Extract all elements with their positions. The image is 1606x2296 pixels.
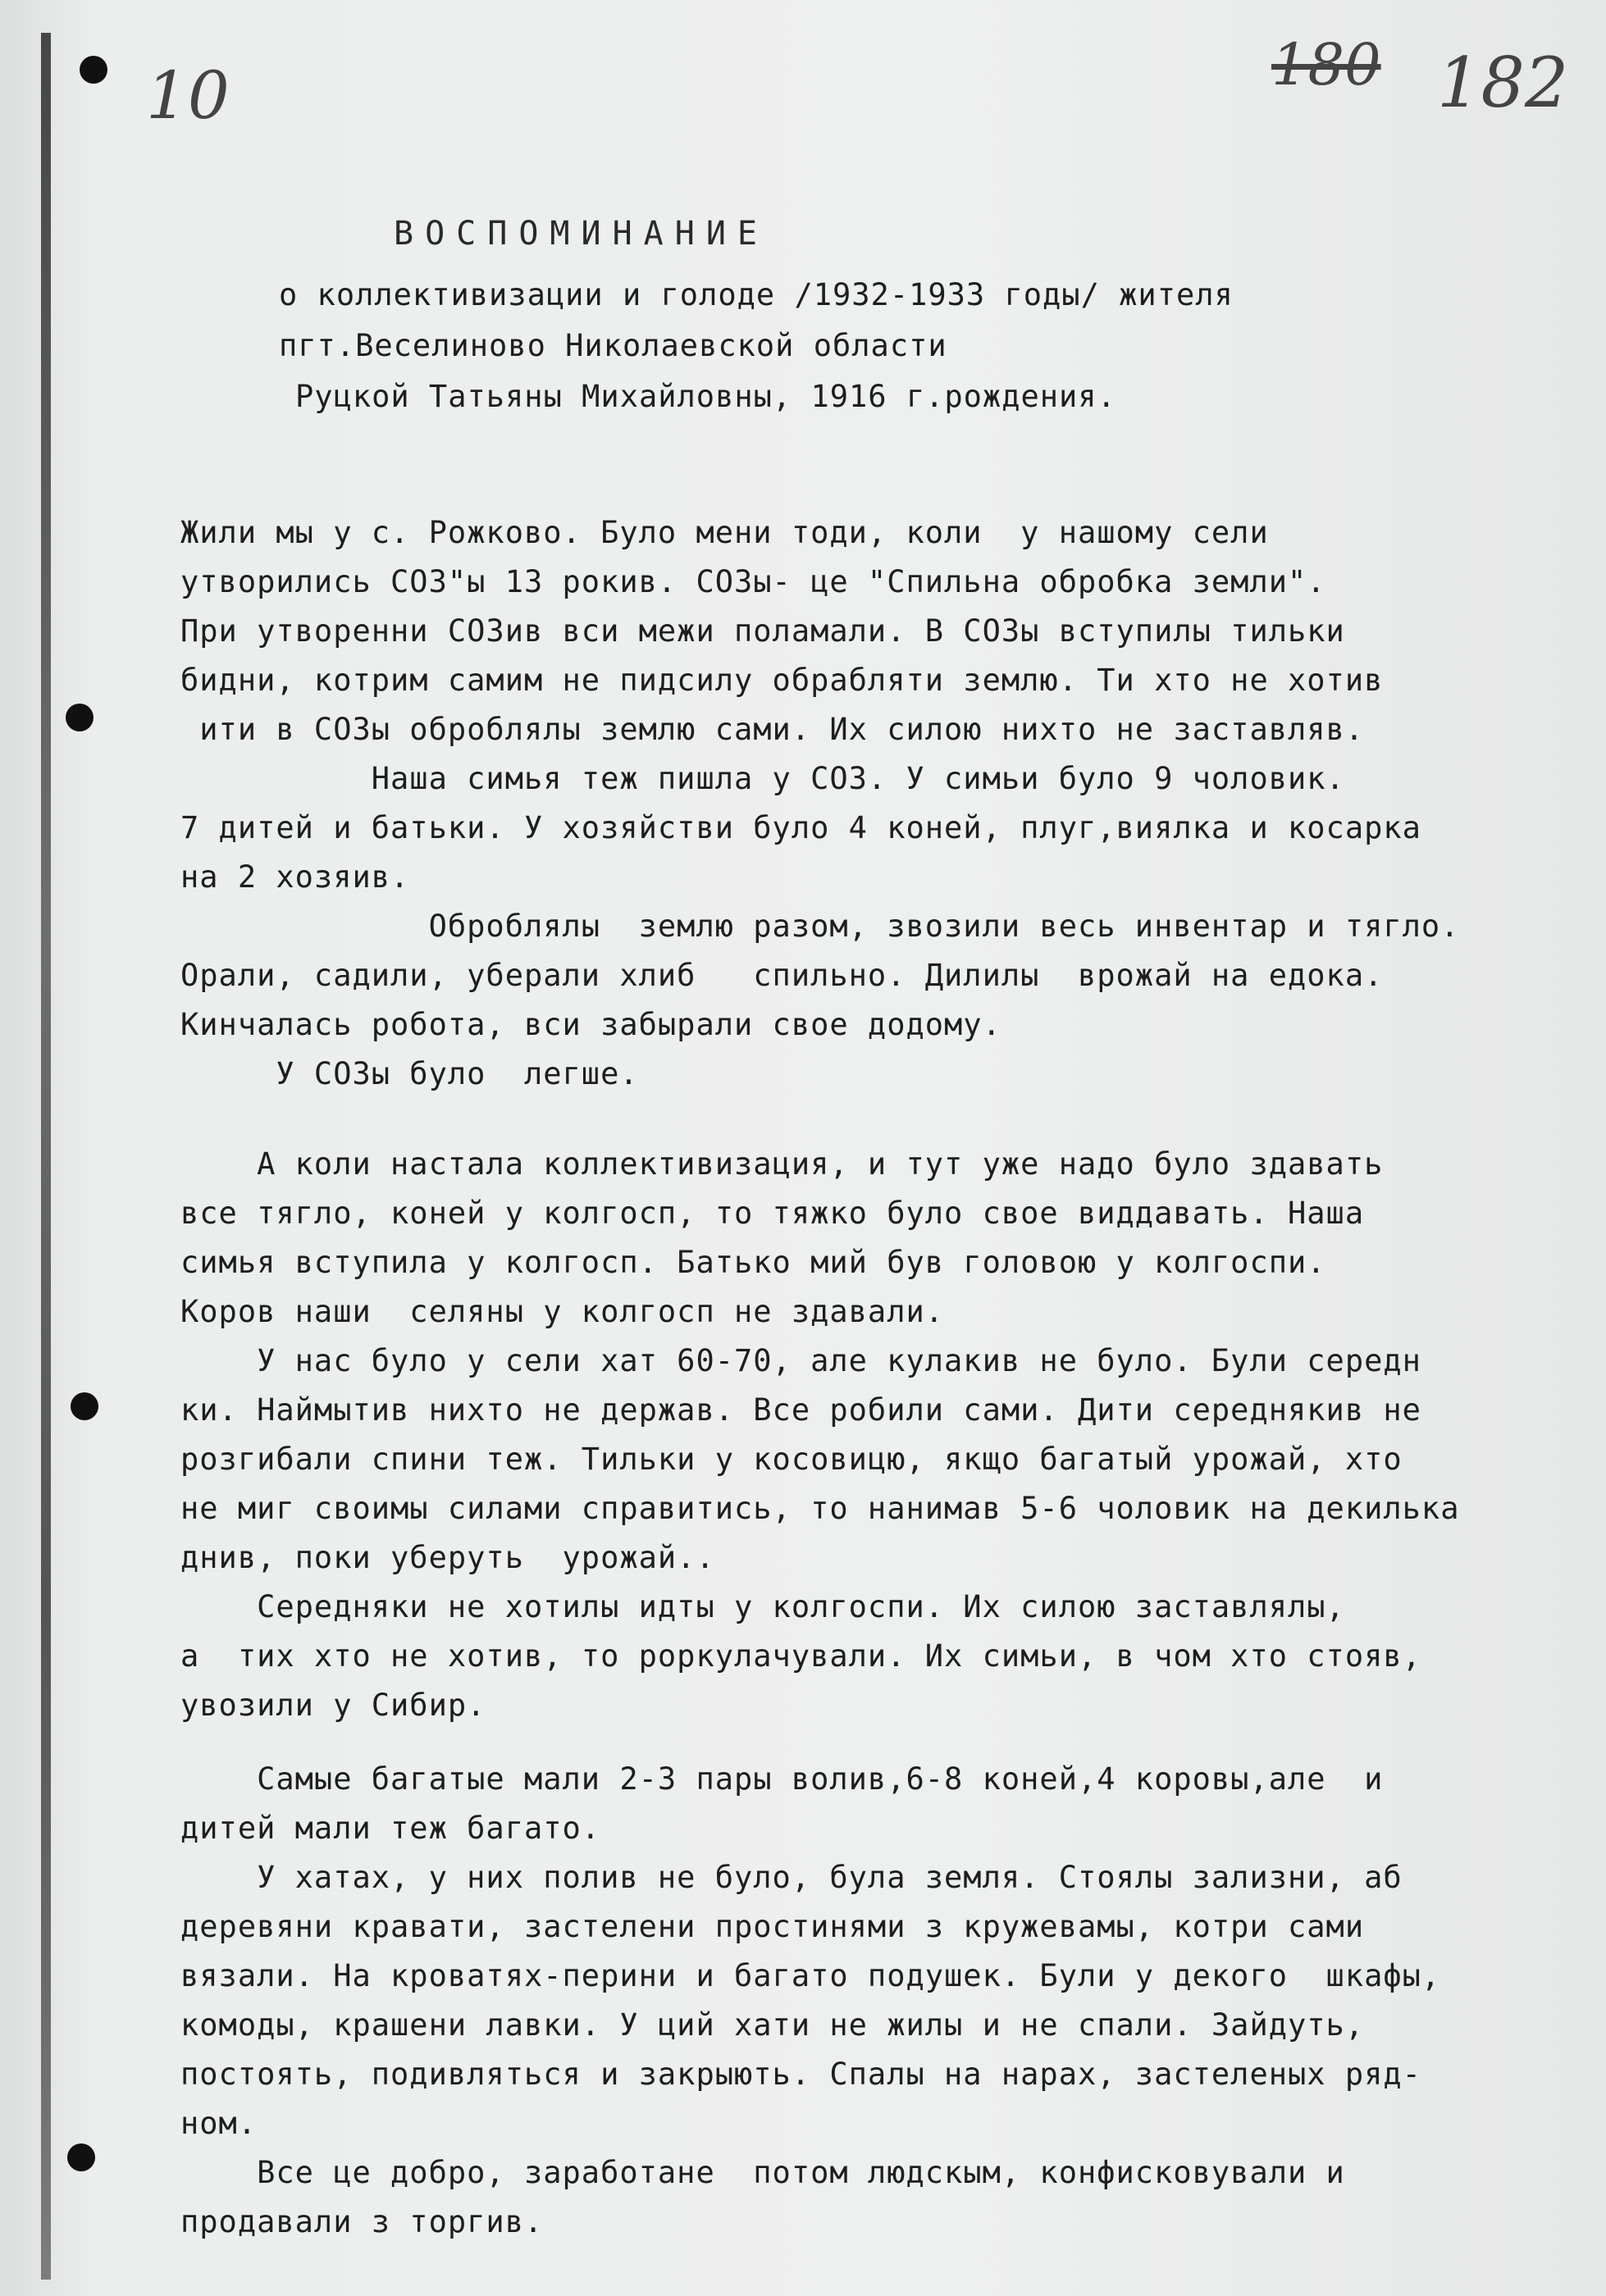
body-line: ном.: [180, 2106, 258, 2141]
body-line: Коров наши селяны у колгосп не здавали.: [180, 1294, 945, 1329]
body-line: Орали, садили, уберали хлиб спильно. Дилилы врожай на едока.: [180, 958, 1384, 993]
body-line: утворились СОЗ"ы 13 рокив. СОЗы- це "Спильна обробка земли".: [180, 564, 1326, 599]
subtitle-line-3: Руцкой Татьяны Михайловны, 1916 г.рождения.: [295, 379, 1116, 414]
body-line: Самые багатые мали 2-3 пары волив,6-8 коней,4 коровы,але и: [180, 1761, 1384, 1797]
body-line: розгибали спини теж. Тильки у косовицю, якщо багатый урожай, хто: [180, 1442, 1403, 1477]
body-line: Все це добро, заработане потом людскым, конфисковували и: [180, 2155, 1345, 2190]
body-line: У СОЗы було легше.: [180, 1056, 639, 1091]
page-edge-shadow: [41, 33, 51, 2280]
page-number: 182: [1437, 43, 1569, 123]
body-line: 7 дитей и батьки. У хозяйстви було 4 коней, плуг,виялка и косарка: [180, 810, 1421, 845]
body-line: продавали з торгив.: [180, 2204, 544, 2239]
body-line: При утворенни СОЗив вси межи поламали. В СОЗы вступилы тильки: [180, 613, 1345, 649]
punch-hole: [67, 2143, 95, 2171]
subtitle-line-2: пгт.Веселиново Николаевской области: [279, 328, 947, 363]
body-line: Жили мы у с. Рожково. Було мени тоди, коли у нашому сели: [180, 515, 1269, 550]
body-line: днив, поки уберуть урожай..: [180, 1540, 715, 1575]
body-line: а тих хто не хотив, то роркулачували. Их симьи, в чом хто стояв,: [180, 1638, 1421, 1674]
body-line: увозили у Сибир.: [180, 1688, 486, 1723]
body-line: Наша симья теж пишла у СОЗ. У симьи було 9 чоловик.: [180, 761, 1345, 796]
body-line: ки. Наймытив нихто не держав. Все робили сами. Дити середнякив не: [180, 1392, 1421, 1428]
punch-hole: [80, 56, 107, 84]
body-line: ити в СОЗы оброблялы землю сами. Их силою нихто не заставляв.: [180, 712, 1365, 747]
body-line: деревяни кравати, застелени простинями з кружевамы, котри сами: [180, 1909, 1365, 1944]
body-line: Середняки не хотилы идты у колгоспи. Их силою заставлялы,: [180, 1589, 1345, 1624]
body-line: вязали. На кроватях-перини и багато подушек. Були у декого шкафы,: [180, 1958, 1441, 1993]
body-line: симья вступила у колгосп. Батько мий був головою у колгоспи.: [180, 1245, 1326, 1280]
body-line: не миг своимы силами справитись, то нанимав 5-6 чоловик на декилька: [180, 1491, 1460, 1526]
margin-note: 10: [146, 57, 230, 134]
body-line: все тягло, коней у колгосп, то тяжко було свое виддавать. Наша: [180, 1196, 1365, 1231]
body-line: У хатах, у них полив не було, була земля. Стоялы зализни, аб: [180, 1860, 1403, 1895]
document-title: ВОСПОМИНАНИЕ: [394, 215, 769, 253]
body-line: на 2 хозяив.: [180, 859, 410, 895]
body-line: комоды, крашени лавки. У ций хати не жилы и не спали. Зайдуть,: [180, 2007, 1365, 2043]
punch-hole: [71, 1392, 98, 1420]
body-line: постоять, подивляться и закрыють. Спалы на нарах, застеленых ряд-: [180, 2057, 1421, 2092]
subtitle-line-1: о коллективизации и голоде /1932-1933 годы/ жителя: [279, 277, 1234, 312]
body-line: Кинчалась робота, вси забырали свое додому.: [180, 1007, 1001, 1042]
body-line: Оброблялы землю разом, звозили весь инвентар и тягло.: [180, 909, 1460, 944]
crossed-number: 180: [1271, 31, 1381, 98]
punch-hole: [66, 704, 94, 731]
body-line: бидни, котрим самим не пидсилу обрабляти землю. Ти хто не хотив: [180, 663, 1384, 698]
body-line: У нас було у сели хат 60-70, але кулакив не було. Були середн: [180, 1343, 1421, 1378]
body-line: дитей мали теж багато.: [180, 1811, 601, 1846]
body-line: А коли настала коллективизация, и тут уже надо було здавать: [180, 1146, 1384, 1182]
